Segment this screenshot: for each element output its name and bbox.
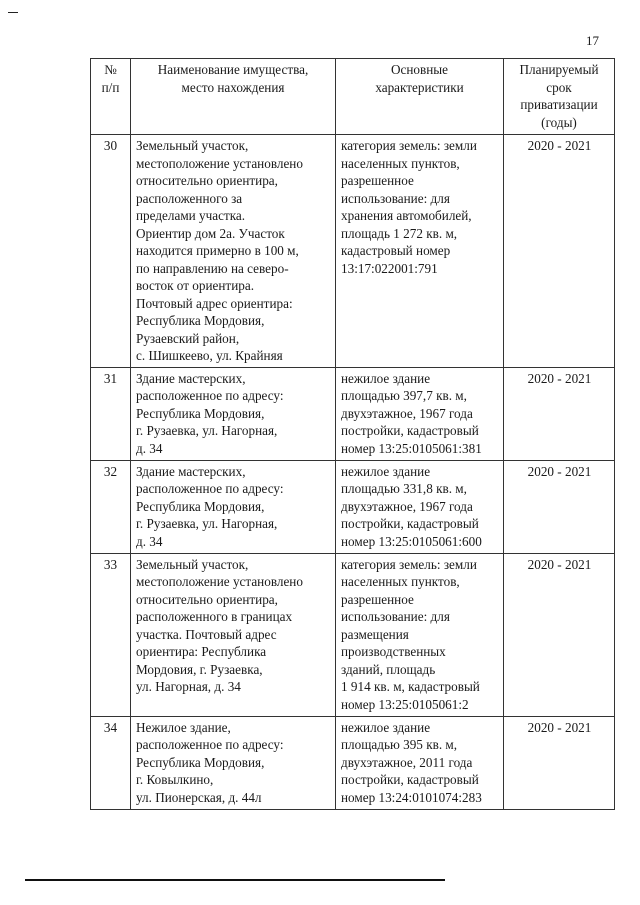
privatization-years: 2020 - 2021 xyxy=(504,716,615,809)
property-characteristics: нежилое здание площадью 397,7 кв. м, двухэтажное, 1967 года постройки, кадастровый номер 13:25:0105061:381 xyxy=(336,367,504,460)
property-name: Нежилое здание, расположенное по адресу: Республика Мордовия, г. Ковылкино, ул. Пионерская, д. 44л xyxy=(131,716,336,809)
property-characteristics: категория земель: земли населенных пунктов, разрешенное использование: для хранения автомобилей, площадь 1 272 кв. м, кадастровый номер 13:17:022001:791 xyxy=(336,135,504,368)
privatization-years: 2020 - 2021 xyxy=(504,135,615,368)
header-privatization-period: Планируемый срок приватизации (годы) xyxy=(504,59,615,135)
property-name: Земельный участок, местоположение установлено относительно ориентира, расположенного в границах участка. Почтовый адрес ориентира: Республика Мордовия, г. Рузаевка, ул. Нагорная, д. 34 xyxy=(131,553,336,716)
property-characteristics: нежилое здание площадью 331,8 кв. м, двухэтажное, 1967 года постройки, кадастровый номер 13:25:0105061:600 xyxy=(336,460,504,553)
row-number: 32 xyxy=(91,460,131,553)
table-row xyxy=(91,367,615,460)
row-number: 34 xyxy=(91,716,131,809)
privatization-years: 2020 - 2021 xyxy=(504,553,615,716)
header-number: № п/п xyxy=(91,59,131,135)
property-name: Здание мастерских, расположенное по адресу: Республика Мордовия, г. Рузаевка, ул. Нагорная, д. 34 xyxy=(131,367,336,460)
privatization-years: 2020 - 2021 xyxy=(504,367,615,460)
row-number: 30 xyxy=(91,135,131,368)
table-row xyxy=(91,716,615,809)
header-characteristics: Основные характеристики xyxy=(336,59,504,135)
privatization-years: 2020 - 2021 xyxy=(504,460,615,553)
table-row xyxy=(91,135,615,368)
property-characteristics: категория земель: земли населенных пунктов, разрешенное использование: для размещения производственных зданий, площадь 1 914 кв. м, кадастровый номер 13:25:0105061:2 xyxy=(336,553,504,716)
table-row xyxy=(91,553,615,716)
scan-bottom-edge xyxy=(25,879,445,881)
header-name: Наименование имущества, место нахождения xyxy=(131,59,336,135)
row-number: 31 xyxy=(91,367,131,460)
property-name: Здание мастерских, расположенное по адресу: Республика Мордовия, г. Рузаевка, ул. Нагорная, д. 34 xyxy=(131,460,336,553)
privatization-table xyxy=(90,58,615,810)
corner-mark xyxy=(8,12,18,13)
row-number: 33 xyxy=(91,553,131,716)
property-name: Земельный участок, местоположение установлено относительно ориентира, расположенного за пределами участка. Ориентир дом 2а. Участок находится примерно в 100 м, по направлению на северо- восток от ориентира. Почтовый адрес ориентира: Республика Мордовия, Рузаевский район, с. Шишкеево, ул. Крайняя xyxy=(131,135,336,368)
property-characteristics: нежилое здание площадью 395 кв. м, двухэтажное, 2011 года постройки, кадастровый номер 13:24:0101074:283 xyxy=(336,716,504,809)
table-row xyxy=(91,460,615,553)
table-header-row xyxy=(91,59,615,135)
page-number: 17 xyxy=(586,33,599,48)
